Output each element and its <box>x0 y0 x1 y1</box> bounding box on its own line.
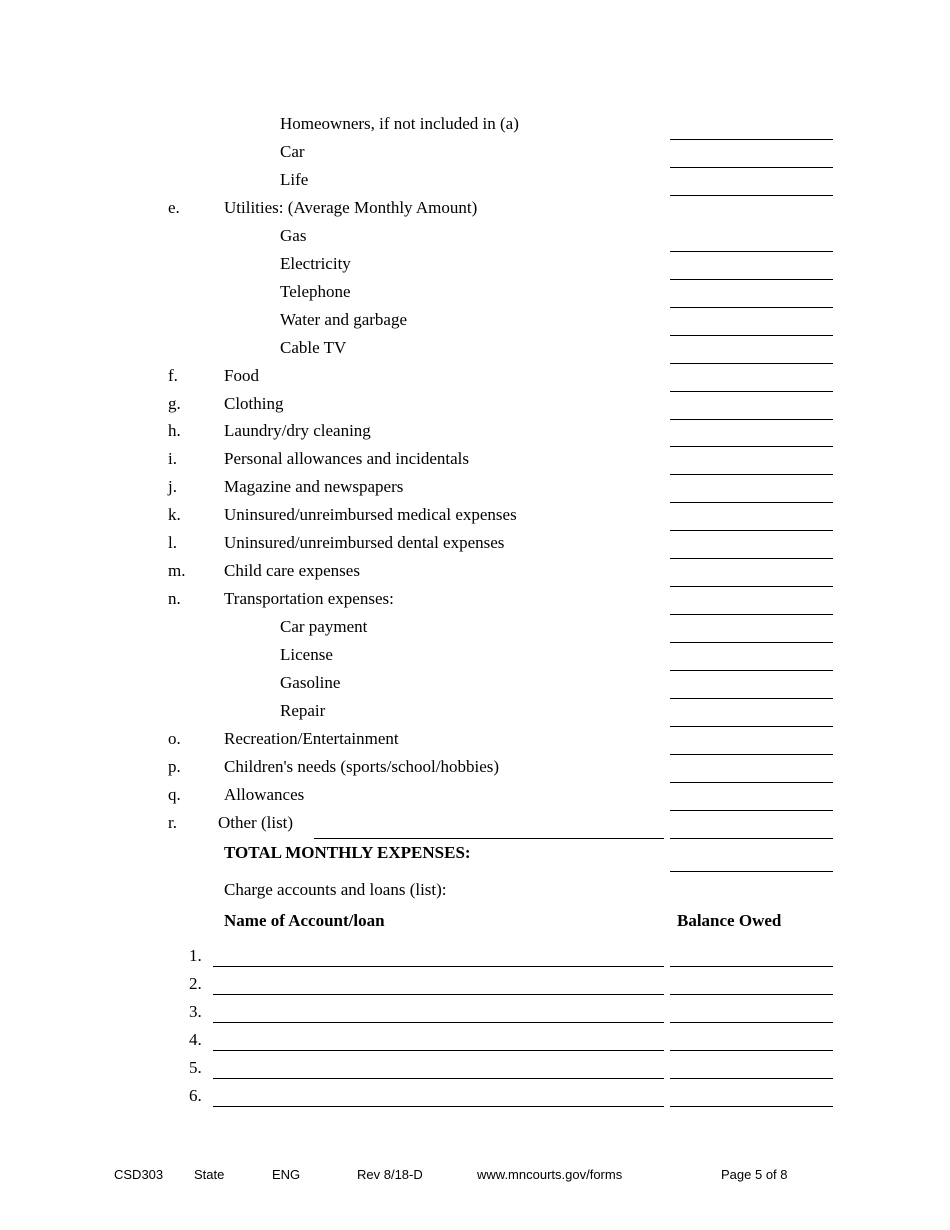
expense-amount-field[interactable] <box>670 502 833 503</box>
expense-amount-field[interactable] <box>670 698 833 699</box>
expense-amount-field[interactable] <box>670 446 833 447</box>
expense-label: Life <box>280 169 309 189</box>
loan-balance-field[interactable] <box>670 1050 833 1051</box>
expense-label: Clothing <box>224 393 284 413</box>
expense-amount-field[interactable] <box>670 558 833 559</box>
loan-account-name-field[interactable] <box>213 966 664 967</box>
total-monthly-expenses-field[interactable] <box>670 871 833 872</box>
expense-amount-field[interactable] <box>670 670 833 671</box>
expense-amount-field[interactable] <box>670 195 833 196</box>
expense-label: Child care expenses <box>224 561 360 581</box>
expense-amount-field[interactable] <box>670 167 833 168</box>
loan-balance-field[interactable] <box>670 994 833 995</box>
expense-label: Gasoline <box>280 673 341 692</box>
expense-label: Repair <box>280 700 326 720</box>
expense-amount-field[interactable] <box>670 391 833 392</box>
expense-amount-field[interactable] <box>670 419 833 420</box>
footer-url[interactable]: www.mncourts.gov/forms <box>477 1167 623 1182</box>
loan-balance-field[interactable] <box>670 1106 833 1107</box>
expense-label: Telephone <box>280 281 351 301</box>
expense-label: Laundry/dry cleaning <box>224 421 371 441</box>
expense-letter: p. <box>168 756 181 776</box>
expense-label: Food <box>224 365 259 385</box>
loan-balance-field[interactable] <box>670 1078 833 1079</box>
expense-label: License <box>280 645 333 665</box>
other-amount-field[interactable] <box>670 838 833 839</box>
expense-label: Utilities: (Average Monthly Amount) <box>224 197 478 217</box>
expense-amount-field[interactable] <box>670 642 833 643</box>
loan-balance-field[interactable] <box>670 1022 833 1023</box>
expense-label: Recreation/Entertainment <box>224 728 399 748</box>
expense-letter: i. <box>168 449 177 469</box>
expense-label: Homeowners, if not included in (a) <box>280 114 519 133</box>
footer-page-number: Page 5 of 8 <box>721 1167 788 1182</box>
expense-amount-field[interactable] <box>670 754 833 755</box>
expense-label: Electricity <box>280 253 351 273</box>
expense-amount-field[interactable] <box>670 251 833 252</box>
expense-label: Car <box>280 141 305 161</box>
expense-label: Uninsured/unreimbursed medical expenses <box>224 505 517 525</box>
footer-form-id: CSD303 <box>114 1167 164 1182</box>
expense-amount-field[interactable] <box>670 279 833 280</box>
expense-letter: l. <box>168 533 177 553</box>
loan-account-name-field[interactable] <box>213 994 664 995</box>
expense-amount-field[interactable] <box>670 614 833 615</box>
expense-label: Uninsured/unreimbursed dental expenses <box>224 533 505 553</box>
balance-owed-header: Balance Owed <box>677 911 782 930</box>
expense-amount-field[interactable] <box>670 530 833 531</box>
charge-accounts-label: Charge accounts and loans (list): <box>224 880 447 899</box>
loan-row-number: 2. <box>189 974 202 993</box>
expense-amount-field[interactable] <box>670 335 833 336</box>
expense-label: Allowances <box>224 784 305 804</box>
expense-label: Magazine and newspapers <box>224 477 404 497</box>
expense-label: Cable TV <box>280 337 347 357</box>
expense-label: Car payment <box>280 617 368 637</box>
expense-letter: k. <box>168 505 181 525</box>
expense-label: Transportation expenses: <box>224 589 394 609</box>
expense-letter: e. <box>168 197 180 217</box>
footer-language: ENG <box>272 1167 301 1182</box>
expense-letter: n. <box>168 589 181 609</box>
expense-amount-field[interactable] <box>670 586 833 587</box>
account-name-header: Name of Account/loan <box>224 911 385 930</box>
other-description-field[interactable] <box>314 838 664 839</box>
expense-letter: o. <box>168 728 181 748</box>
loan-row-number: 6. <box>189 1086 202 1105</box>
other-label: Other (list) <box>218 813 294 832</box>
loan-row-number: 5. <box>189 1058 202 1077</box>
expense-letter: f. <box>168 365 178 385</box>
expense-label: Gas <box>280 225 307 245</box>
loan-row-number: 4. <box>189 1030 202 1049</box>
expense-letter: m. <box>168 561 186 581</box>
expense-label: Children's needs (sports/school/hobbies) <box>224 756 500 776</box>
loan-balance-field[interactable] <box>670 966 833 967</box>
expense-amount-field[interactable] <box>670 474 833 475</box>
expense-amount-field[interactable] <box>670 139 833 140</box>
expense-label: Water and garbage <box>280 309 408 329</box>
expense-amount-field[interactable] <box>670 307 833 308</box>
loan-account-name-field[interactable] <box>213 1106 664 1107</box>
expense-amount-field[interactable] <box>670 782 833 783</box>
expense-label: Personal allowances and incidentals <box>224 449 470 469</box>
expense-letter: q. <box>168 784 181 804</box>
expense-amount-field[interactable] <box>670 363 833 364</box>
expense-letter: j. <box>168 477 177 497</box>
loan-account-name-field[interactable] <box>213 1050 664 1051</box>
loan-account-name-field[interactable] <box>213 1078 664 1079</box>
expense-amount-field[interactable] <box>670 810 833 811</box>
expense-amount-field[interactable] <box>670 726 833 727</box>
loan-row-number: 1. <box>189 946 202 965</box>
footer-jurisdiction: State <box>194 1167 225 1182</box>
loan-row-number: 3. <box>189 1002 202 1021</box>
expense-letter: h. <box>168 421 181 441</box>
loan-account-name-field[interactable] <box>213 1022 664 1023</box>
other-letter: r. <box>168 813 177 832</box>
expense-letter: g. <box>168 393 181 413</box>
total-monthly-expenses-label: TOTAL MONTHLY EXPENSES: <box>224 843 471 862</box>
footer-revision: Rev 8/18-D <box>357 1167 423 1182</box>
